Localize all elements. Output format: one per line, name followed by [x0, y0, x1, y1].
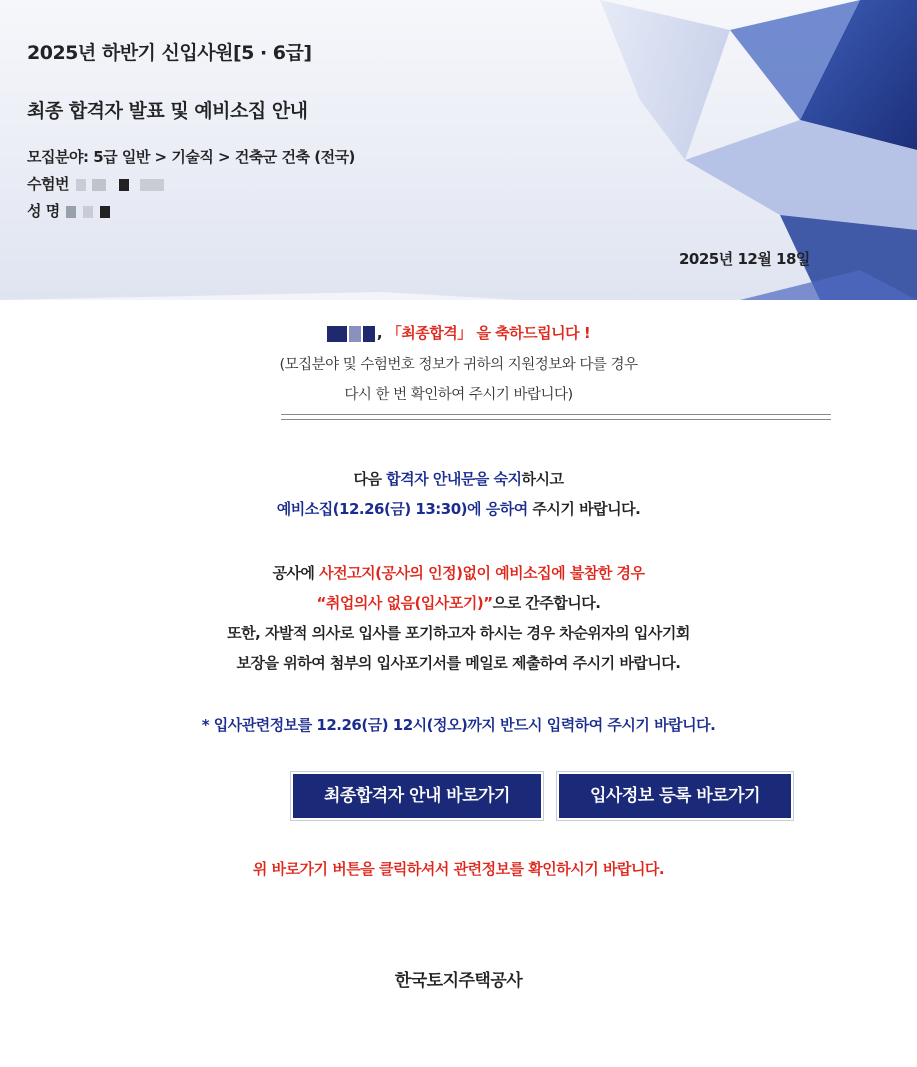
organization-name: 한국토지주택공사 — [394, 971, 523, 991]
text-segment: 공사에 — [272, 564, 320, 582]
text-segment: 다음 — [353, 470, 387, 488]
warning-line-2 — [0, 592, 917, 613]
deadline-notice: * 입사관련정보를 12.26(금) 12시(정오)까지 반드시 입력하여 주시기 바랍니다. — [201, 716, 716, 734]
warning-line-3: 또한, 자발적 의사로 입사를 포기하고자 하시는 경우 차순위자의 입사기회 — [227, 624, 690, 642]
congrats-comma: , — [376, 324, 383, 342]
highlight-text: 예비소집(12.26(금) 13:30)에 응하여 — [276, 500, 528, 518]
double-divider — [281, 414, 831, 420]
announcement-date: 2025년 12월 18일 — [679, 250, 810, 268]
redacted-name-block — [349, 326, 361, 342]
exam-number-row — [27, 173, 164, 194]
redacted-block — [76, 179, 86, 191]
header-banner — [0, 0, 917, 300]
text-segment: 으로 간주합니다. — [492, 594, 601, 612]
note-line-2: 다시 한 번 확인하여 주시기 바랍니다) — [344, 387, 573, 403]
warning-line-1 — [0, 562, 917, 583]
redacted-name-block — [363, 326, 375, 342]
highlight-text: 합격자 안내문을 숙지 — [386, 470, 522, 488]
redacted-block — [83, 206, 93, 218]
field-label: 모집분야 — [27, 148, 83, 166]
redacted-block — [92, 179, 106, 191]
text-segment: 하시고 — [521, 470, 564, 488]
redacted-block — [100, 206, 110, 218]
redacted-block — [66, 206, 76, 218]
redacted-block — [140, 179, 164, 191]
congrats-line — [0, 322, 917, 343]
instruction-line-1 — [0, 468, 917, 489]
warning-line-4: 보장을 위하여 첨부의 입사포기서를 메일로 제출하여 주시기 바랍니다. — [236, 654, 681, 672]
warning-text: 사전고지(공사의 인정)없이 예비소집에 불참한 경우 — [319, 564, 645, 582]
text-segment: 주시기 바랍니다. — [527, 500, 641, 518]
page-subtitle: 최종 합격자 발표 및 예비소집 안내 — [27, 100, 308, 122]
field-row — [27, 146, 355, 167]
instruction-line-2 — [0, 498, 917, 519]
page-title: 2025년 하반기 신입사원[5 · 6급] — [27, 42, 312, 64]
register-info-button[interactable]: 입사정보 등록 바로가기 — [559, 774, 791, 818]
note-line-1: (모집분야 및 수험번호 정보가 귀하의 지원정보와 다를 경우 — [279, 357, 638, 373]
field-separator: : — [82, 148, 89, 166]
exam-number-label: 수험번 — [27, 175, 69, 193]
name-label: 성 명 — [27, 202, 60, 220]
warning-text: “취업의사 없음(입사포기)” — [316, 594, 493, 612]
congrats-text: 「최종합격」 을 축하드립니다 ! — [386, 324, 591, 342]
redacted-block — [119, 179, 129, 191]
name-row — [27, 200, 110, 221]
final-guide-button[interactable]: 최종합격자 안내 바로가기 — [293, 774, 541, 818]
field-value: 5급 일반 > 기술직 > 건축군 건축 (전국) — [93, 148, 355, 166]
redacted-name-block — [327, 326, 347, 342]
button-hint: 위 바로가기 버튼을 클릭하셔서 관련정보를 확인하시기 바랍니다. — [252, 860, 665, 878]
